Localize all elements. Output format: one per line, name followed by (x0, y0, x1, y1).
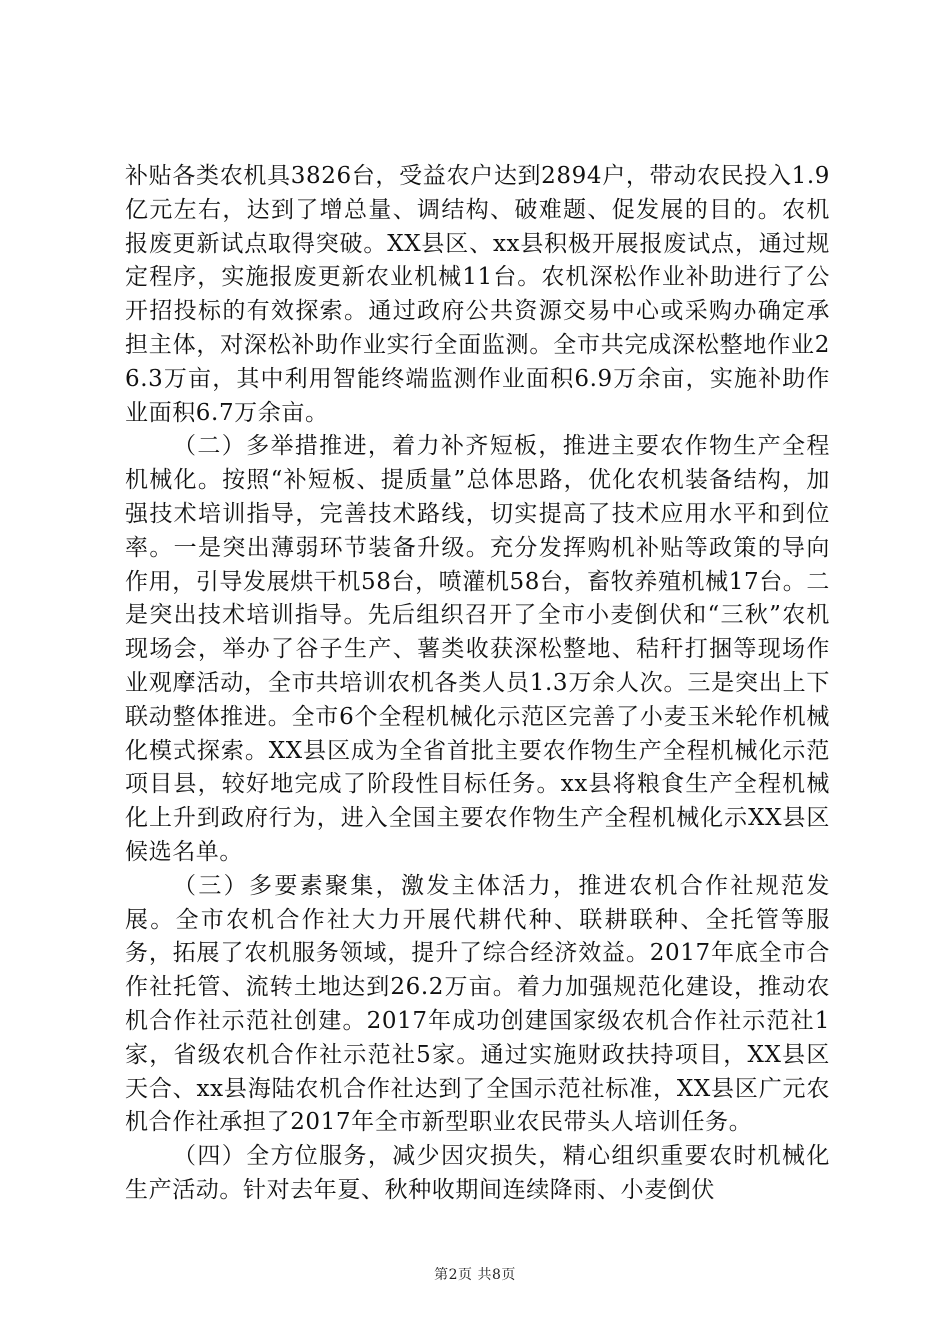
paragraph-section-4: （四）全方位服务，减少因灾损失，精心组织重要农时机械化生产活动。针对去年夏、秋种收期间连续降雨、小麦倒伏 (125, 1143, 830, 1203)
paragraph-section-2: （二）多举措推进，着力补齐短板，推进主要农作物生产全程机械化。按照“补短板、提质量”总体思路，优化农机装备结构，加强技术培训指导，完善技术路线，切实提高了技术应用水平和到位率。一是突出薄弱环节装备升级。充分发挥购机补贴等政策的导向作用，引导发展烘干机58台，喷灌机58台，畜牧养殖机械17台。二是突出技术培训指导。先后组织召开了全市小麦倒伏和“三秋”农机现场会，举办了谷子生产、薯类收获深松整地、秸秆打捆等现场作业观摩活动，全市共培训农机各类人员1.3万余人次。三是突出上下联动整体推进。全市6个全程机械化示范区完善了小麦玉米轮作机械化模式探索。XX县区成为全省首批主要农作物生产全程机械化示范项目县，较好地完成了阶段性目标任务。xx县将粮食生产全程机械化上升到政府行为，进入全国主要农作物生产全程机械化示XX县区候选名单。 (125, 433, 830, 865)
page-footer (0, 1264, 950, 1284)
paragraph-section-3: （三）多要素聚集，激发主体活力，推进农机合作社规范发展。全市农机合作社大力开展代耕代种、联耕联种、全托管等服务，拓展了农机服务领域，提升了综合经济效益。2017年底全市合作社托管、流转土地达到26.2万亩。着力加强规范化建设，推动农机合作社示范社创建。2017年成功创建国家级农机合作社示范社1家，省级农机合作社示范社5家。通过实施财政扶持项目，XX县区天合、xx县海陆农机合作社达到了全国示范社标准，XX县区广元农机合作社承担了2017年全市新型职业农民带头人培训任务。 (125, 872, 830, 1136)
paragraph-intro: 补贴各类农机具3826台，受益农户达到2894户，带动农民投入1.9亿元左右，达到了增总量、调结构、破难题、促发展的目的。农机报废更新试点取得突破。XX县区、xx县积极开展报废试点，通过规定程序，实施报废更新农业机械11台。农机深松作业补助进行了公开招投标的有效探索。通过政府公共资源交易中心或采购办确定承担主体，对深松补助作业实行全面监测。全市共完成深松整地作业26.3万亩，其中利用智能终端监测作业面积6.9万余亩，实施补助作业面积6.7万余亩。 (125, 163, 830, 426)
page-number-label: 第2页 共8页 (434, 1267, 516, 1283)
document-body (125, 160, 830, 1208)
